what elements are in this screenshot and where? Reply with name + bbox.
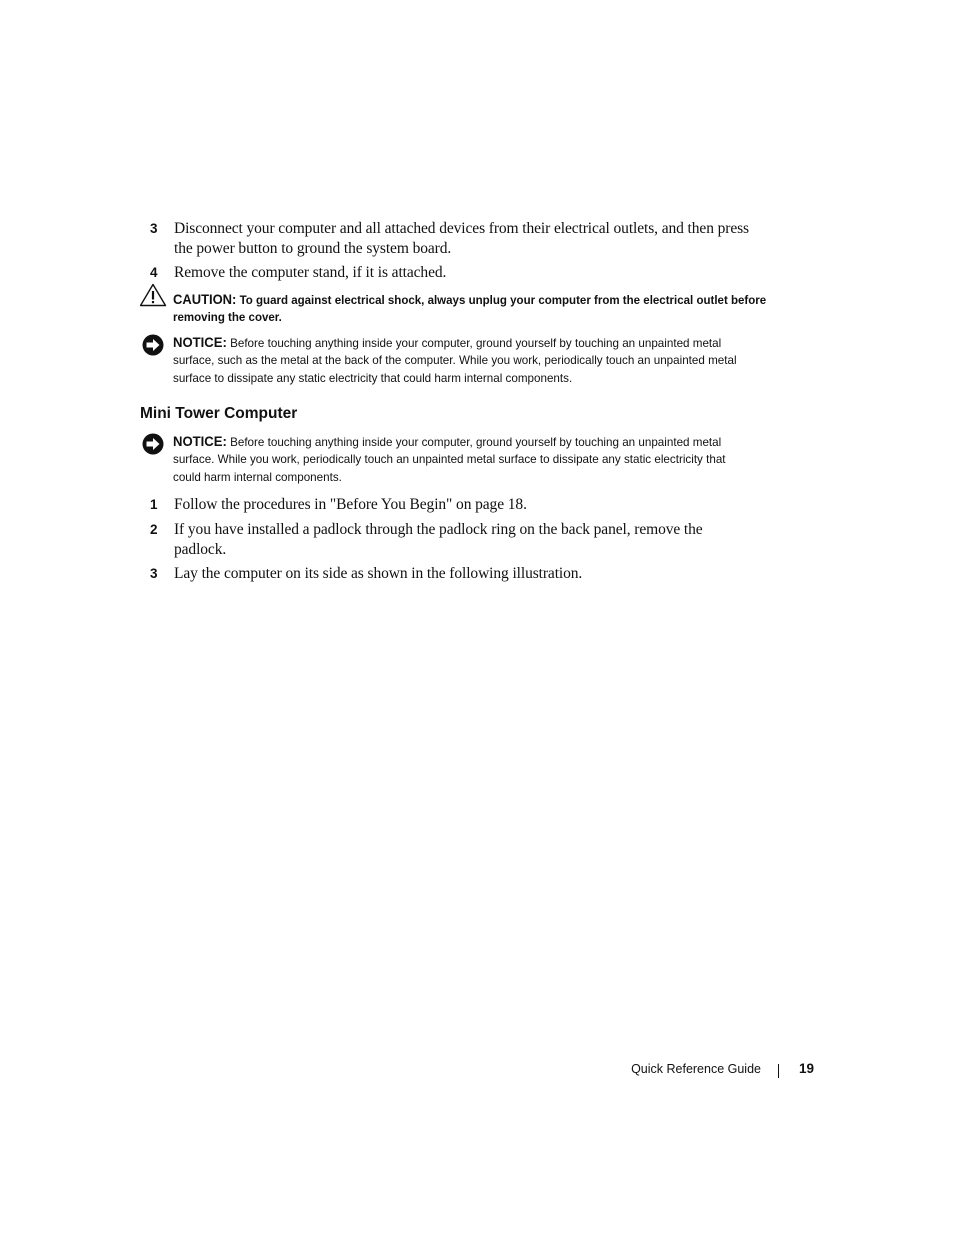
warning-triangle-icon [140,283,168,312]
step-number: 1 [150,497,158,512]
notice-text [173,433,740,486]
footer-separator [778,1064,779,1078]
step-number: 2 [150,522,158,537]
step-text: If you have installed a padlock through the padlock ring on the back panel, remove the padlock. [174,521,703,558]
page-number: 19 [798,1061,814,1076]
step-number: 4 [150,265,158,280]
caution-body: To guard against electrical shock, always unplug your computer from the electrical outlet before removing the cover. [173,293,767,325]
page-footer [600,1061,815,1081]
notice-body: Before touching anything inside your computer, ground yourself by touching an unpainted metal surface. While you work, periodically touch an unpainted metal surface to dissipate any static electricity that could harm internal components. [173,435,726,484]
step-text: Disconnect your computer and all attached devices from their electrical outlets, and then press the power button to ground the system board. [174,220,749,257]
notice-text [173,334,750,387]
notice-arrow-icon [142,334,164,361]
step-text: Remove the computer stand, if it is attached. [174,264,447,281]
step-text: Follow the procedures in "Before You Begin" on page 18. [174,496,527,513]
notice-body: Before touching anything inside your computer, ground yourself by touching an unpainted metal surface, such as the metal at the back of the computer. While you work, periodically touch an unpainted metal surface to dissipate any static electricity that could harm internal components. [173,336,737,385]
notice-label: NOTICE: [173,434,227,449]
notice-label: NOTICE: [173,335,227,350]
step-number: 3 [150,221,158,236]
notice-arrow-icon [142,433,164,460]
caution-label: CAUTION: [173,292,237,307]
section-heading: Mini Tower Computer [140,405,298,422]
caution-text [173,291,768,327]
step-number: 3 [150,566,158,581]
footer-title: Quick Reference Guide [631,1062,761,1076]
step-text: Lay the computer on its side as shown in the following illustration. [174,565,583,582]
